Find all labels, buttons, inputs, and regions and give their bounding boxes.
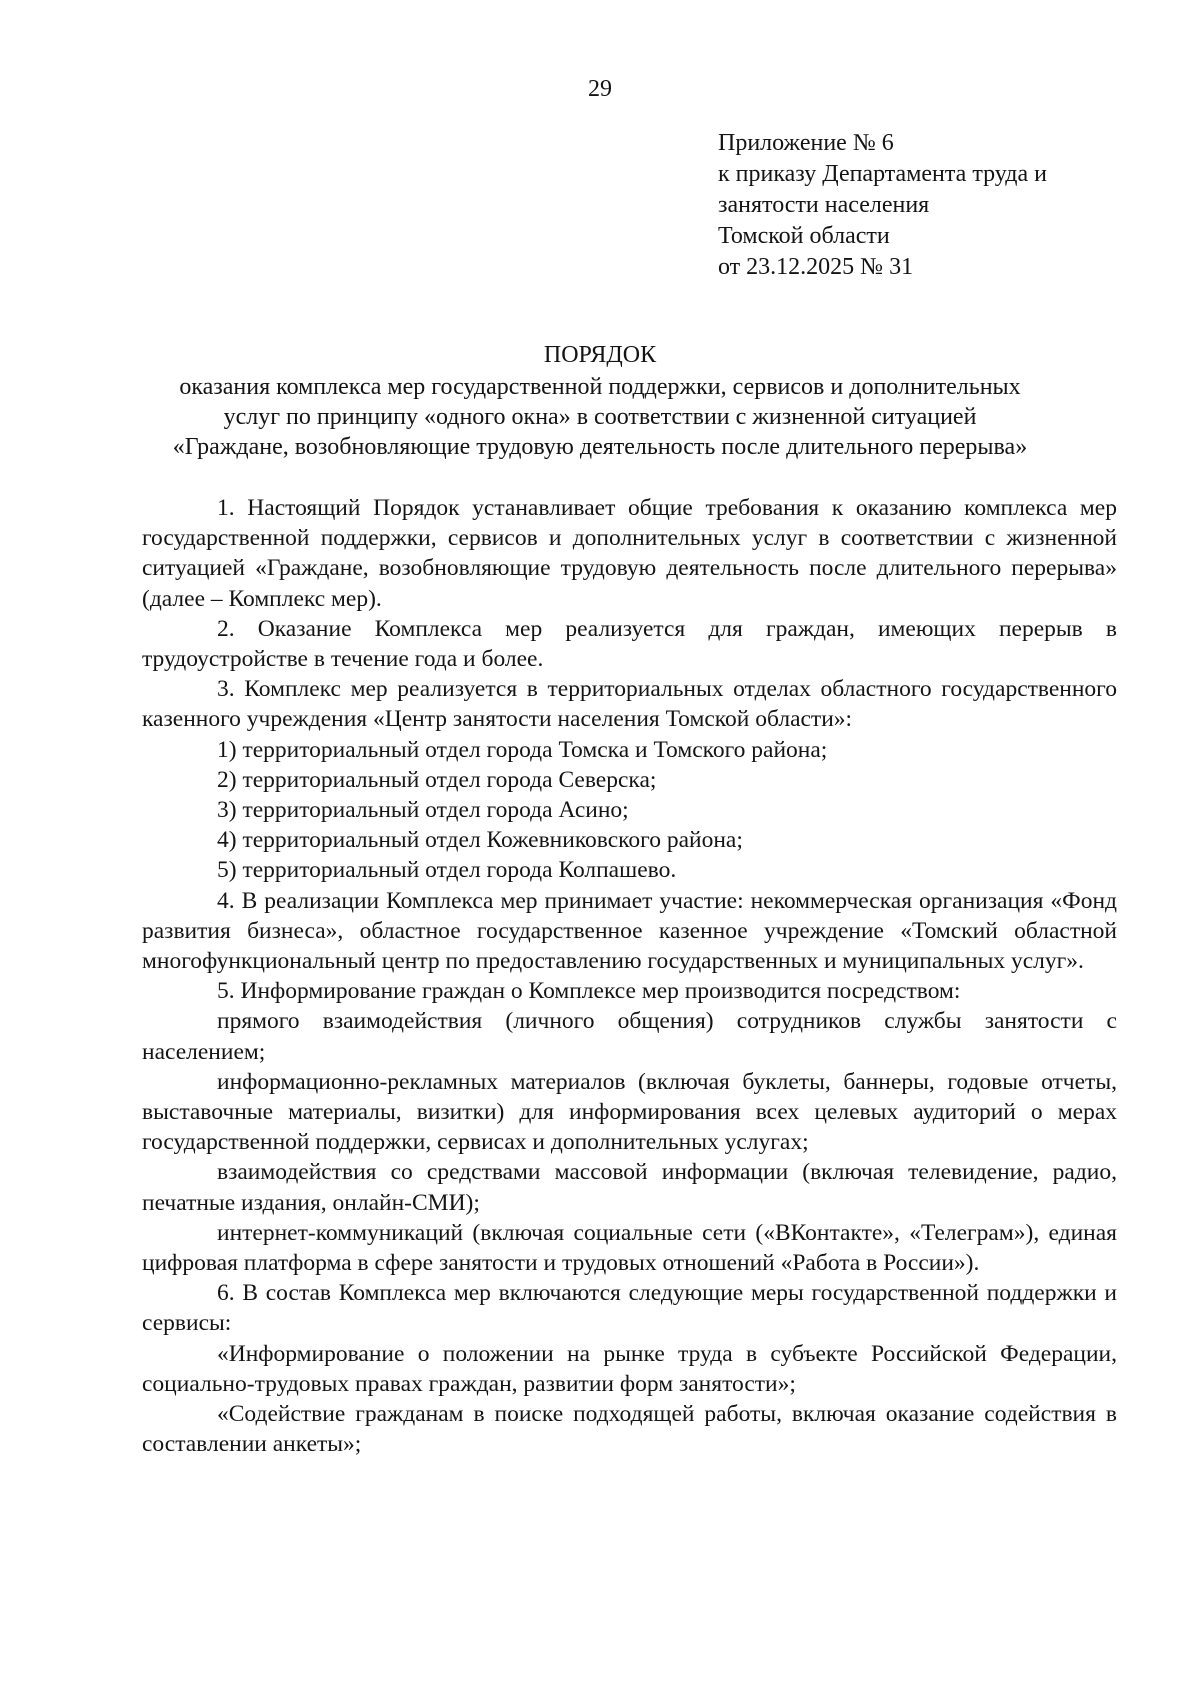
appendix-line: к приказу Департамента труда и xyxy=(718,161,1047,187)
paragraph: информационно-рекламных материалов (включая буклеты, баннеры, годовые отчеты, выставочные материалы, визитки) для информирования всех целевых аудиторий о мерах государственной поддержки, сервисах и дополнительных услугах; xyxy=(142,1068,1117,1156)
paragraph: 2. Оказание Комплекса мер реализуется для граждан, имеющих перерыв в трудоустройстве в течение года и более. xyxy=(142,615,1117,673)
appendix-line: от 23.12.2025 № 31 xyxy=(718,254,914,280)
list-item: 2) территориальный отдел города Северска; xyxy=(217,766,657,793)
paragraph: «Содействие гражданам в поиске подходящей работы, включая оказание содействия в составлении анкеты»; xyxy=(142,1401,1117,1458)
paragraph: 5. Информирование граждан о Комплексе мер производится посредством: xyxy=(217,978,961,1005)
appendix-line: занятости населения xyxy=(718,192,930,218)
paragraph: интернет-коммуникаций (включая социальные сети («ВКонтакте», «Телеграм»), единая цифровая платформа в сфере занятости и трудовых отношений «Работа в России»). xyxy=(142,1219,1117,1277)
list-item: 3) территориальный отдел города Асино; xyxy=(217,797,629,824)
paragraph: 1. Настоящий Порядок устанавливает общие требования к оказанию комплекса мер государственной поддержки, сервисов и дополнительных услуг в соответствии с жизненной ситуацией «Граждане, возобновляющие трудовую деятельность после длительного перерыва» (далее – Комплекс мер). xyxy=(142,495,1117,612)
paragraph: 4. В реализации Комплекса мер принимает участие: некоммерческая организация «Фонд развития бизнеса», областное государственное казенное учреждение «Томский областной многофункциональный центр по предоставлению государственных и муниципальных услуг». xyxy=(142,887,1117,975)
document-title: ПОРЯДОК xyxy=(543,342,657,368)
subtitle-line: оказания комплекса мер государственной поддержки, сервисов и дополнительных xyxy=(179,374,1021,400)
paragraph: 3. Комплекс мер реализуется в территориальных отделах областного государственного казенного учреждения «Центр занятости населения Томской области»: xyxy=(142,676,1117,733)
paragraph: взаимодействия со средствами массовой информации (включая телевидение, радио, печатные издания, онлайн-СМИ); xyxy=(142,1159,1117,1216)
appendix-block xyxy=(718,128,1047,283)
document-body xyxy=(142,493,1117,1460)
paragraph: 6. В состав Комплекса мер включаются следующие меры государственной поддержки и сервисы: xyxy=(142,1280,1117,1337)
paragraph: «Информирование о положении на рынке труда в субъекте Российской Федерации, социально-трудовых правах граждан, развитии форм занятости»; xyxy=(142,1340,1117,1397)
page-number: 29 xyxy=(588,76,612,102)
list-item: 4) территориальный отдел Кожевниковского района; xyxy=(217,827,743,854)
subtitle-line: услуг по принципу «одного окна» в соответствии с жизненной ситуацией xyxy=(223,404,977,430)
document-subtitle xyxy=(140,372,1060,462)
list-item: 5) территориальный отдел города Колпашево. xyxy=(217,857,677,884)
list-item: 1) территориальный отдел города Томска и Томского района; xyxy=(217,736,828,763)
paragraph: прямого взаимодействия (личного общения) сотрудников службы занятости с населением; xyxy=(142,1008,1117,1065)
appendix-line: Приложение № 6 xyxy=(718,130,894,156)
appendix-line: Томской области xyxy=(718,223,890,249)
subtitle-line: «Граждане, возобновляющие трудовую деятельность после длительного перерыва» xyxy=(172,434,1028,460)
